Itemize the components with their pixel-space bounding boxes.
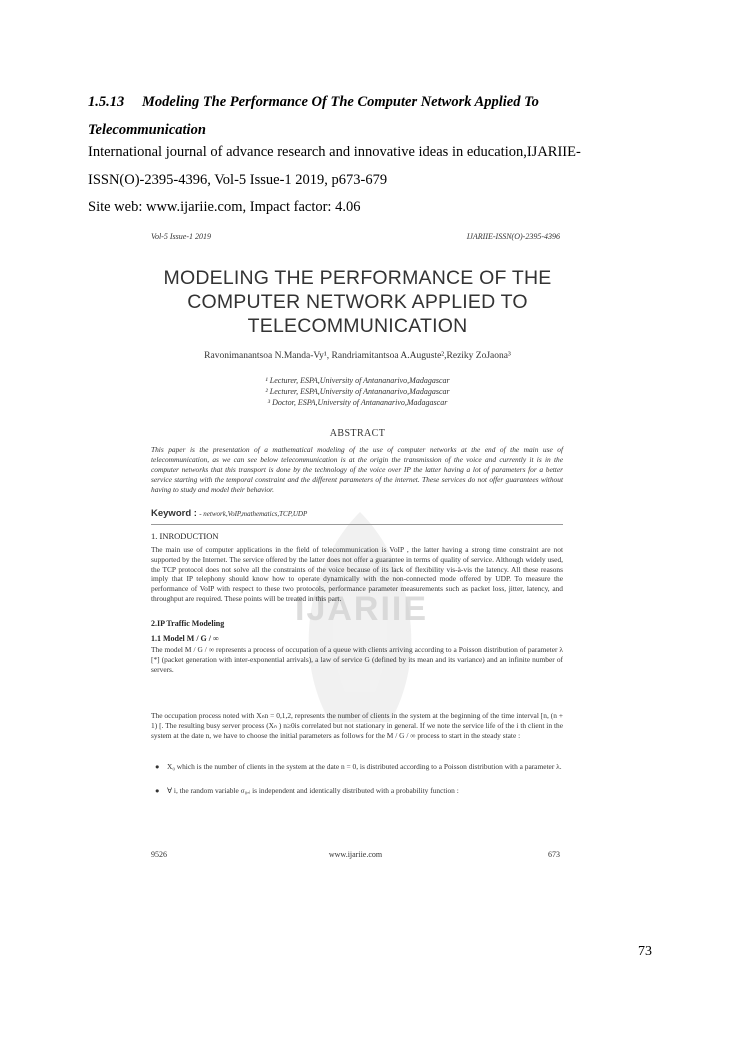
scan-footer-center: www.ijariie.com bbox=[328, 850, 383, 859]
section-title bbox=[88, 88, 688, 144]
section-title-line1: Modeling The Performance Of The Computer Network Applied To bbox=[142, 94, 539, 110]
list-item bbox=[155, 786, 562, 796]
embedded-paper-page bbox=[145, 232, 570, 872]
watermark-text: IJARIIE bbox=[295, 590, 429, 628]
paper-title bbox=[145, 266, 570, 338]
bullet-text: X₀ which is the number of clients in the system at the date n = 0, is distributed according to a Poisson distribution with a parameter λ. bbox=[167, 762, 562, 771]
traffic-heading: 2.IP Traffic Modeling bbox=[151, 619, 225, 628]
paper-title-line: MODELING THE PERFORMANCE OF THE bbox=[163, 267, 552, 289]
paper-title-line: TELECOMMUNICATION bbox=[247, 315, 468, 337]
affiliation-2: ² Lecturer, ESPA,University of Antananarivo,Madagascar bbox=[265, 387, 450, 396]
abstract-text: This paper is the presentation of a mathematical modeling of the use of computer networks at the end of the main use of telecommunication, as we can see below telecommunication is at the origin the transmission of the voice and currently it is in the computer networks that this transport is done by the technology of the voice over IP the latter having a lot of parameters for a better service starting with the temporal constraint and the different parameters of the internet. These services do not offer guarantees without having to study and model their behavior. bbox=[151, 445, 563, 494]
occupation-text: The occupation process noted with Xₙn = 0,1,2, represents the number of clients in the system at the beginning of the time interval [n, (n + 1) [. The resulting busy server process (Xₙ ) n≥0is correlated but not stationary in general. If we note the service life of the i th client in the system at the date n, we have to choose the initial parameters as follows for the M / G / ∞ process to start in the steady state : bbox=[151, 711, 563, 740]
paper-authors: Ravonimanantsoa N.Manda-Vy¹, Randriamitantsoa A.Auguste²,Reziky ZoJaona³ bbox=[204, 351, 511, 361]
divider bbox=[151, 524, 563, 525]
keyword-list: - network,VoIP,mathematics,TCP,UDP bbox=[199, 510, 308, 518]
model-text: The model M / G / ∞ represents a process of occupation of a queue with clients arriving according to a Poisson distribution of parameter λ [*] (packet generation with inter-exponential arrivals), a law of service G (defined by its mean and its variance) and an infinite number of servers. bbox=[151, 645, 563, 674]
list-item bbox=[155, 762, 562, 772]
abstract-heading: ABSTRACT bbox=[329, 428, 386, 439]
reference-line-3: Site web: www.ijariie.com, Impact factor: 4.06 bbox=[88, 199, 361, 215]
intro-text: The main use of computer applications in the field of telecommunication is VoIP , the latter having a strong time constraint are not supported by the Internet. The service offered by the latter does not offer a guarantee in terms of quality of service. Although widely used, the TCP protocol does not solve all the constraints of the voice because of its lack of flexibility vis-à-vis the latency. All these reasons imply that IP telephony should know how to operate dynamically with the non-connected mode offered by UDP. To measure the performance of VoIP with respect to these two protocols, performance parameter measurements such as packet loss, jitter, latency, and throughput are required. These points will be treated in this part. bbox=[151, 545, 563, 603]
section-title-line2: Telecommunication bbox=[88, 122, 206, 138]
scan-footer-right: 673 bbox=[548, 850, 560, 859]
bullet-icon: ● bbox=[155, 762, 160, 771]
keyword-label: Keyword : bbox=[151, 508, 197, 519]
affiliation-3: ³ Doctor, ESPA,University of Antananarivo,Madagascar bbox=[267, 398, 448, 407]
scan-footer bbox=[151, 850, 560, 859]
reference-line-1: International journal of advance research and innovative ideas in education,IJARIIE- bbox=[88, 144, 581, 160]
bullet-text: ∀ i, the random variable σ₀,ᵢ is independent and identically distributed with a probability function : bbox=[167, 786, 459, 795]
keywords bbox=[151, 508, 307, 519]
scan-header-left: Vol-5 Issue-1 2019 bbox=[151, 232, 211, 241]
scan-footer-left: 9526 bbox=[151, 850, 167, 859]
scan-header bbox=[151, 232, 560, 241]
scan-header-right: IJARIIE-ISSN(O)-2395-4396 bbox=[466, 232, 560, 241]
paper-title-line: COMPUTER NETWORK APPLIED TO bbox=[187, 291, 528, 313]
reference-line-2: ISSN(O)-2395-4396, Vol-5 Issue-1 2019, p673-679 bbox=[88, 172, 388, 188]
bullet-icon: ● bbox=[155, 786, 160, 795]
section-number: 1.5.13 bbox=[88, 94, 125, 110]
affiliation-1: ¹ Lecturer, ESPA,University of Antananarivo,Madagascar bbox=[265, 376, 450, 385]
intro-heading: 1. INRODUCTION bbox=[151, 531, 219, 541]
model-heading: 1.1 Model M / G / ∞ bbox=[151, 634, 219, 643]
page-number: 73 bbox=[638, 944, 652, 959]
